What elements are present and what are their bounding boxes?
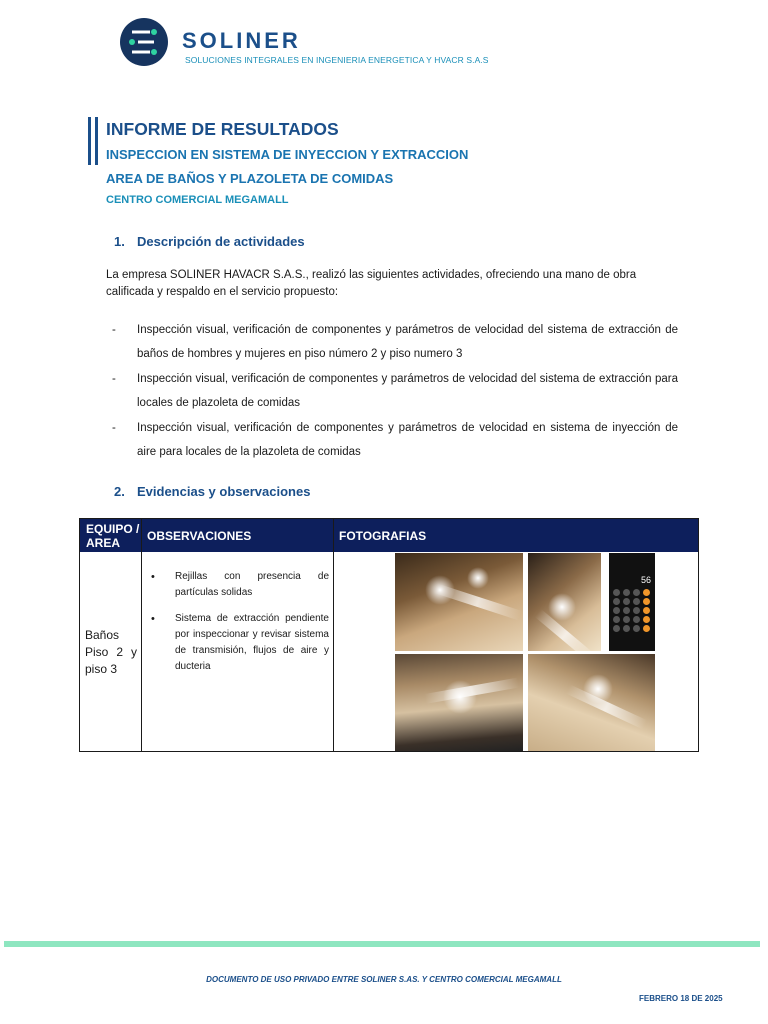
title-accent-bar xyxy=(95,117,98,165)
footer-note: DOCUMENTO DE USO PRIVADO ENTRE SOLINER S.AS. Y CENTRO COMERCIAL MEGAMALL xyxy=(206,975,562,984)
activity-list xyxy=(106,318,678,465)
activity-item xyxy=(106,367,678,415)
photo-ceiling-lights xyxy=(528,654,655,751)
photo-calculator-reading xyxy=(609,553,655,651)
report-client: CENTRO COMERCIAL MEGAMALL xyxy=(106,194,289,206)
observation-text: Sistema de extracción pendiente por inspeccionar y revisar sistema de transmisión, flujos de aire y ducteria xyxy=(175,613,329,672)
table-header-cell: FOTOGRAFIAS xyxy=(339,528,427,543)
observation-list xyxy=(147,569,329,685)
observation-text: Rejillas con presencia de partículas solidas xyxy=(175,571,329,598)
table-cell-area: Baños Piso 2 y piso 3 xyxy=(85,628,137,676)
title-accent-bar xyxy=(88,117,91,165)
section-number: 2. xyxy=(114,484,125,499)
activity-item xyxy=(106,416,678,464)
bullet-marker: - xyxy=(112,373,116,385)
observation-item xyxy=(147,611,329,675)
calculator-keypad xyxy=(613,589,651,632)
bullet-marker: • xyxy=(151,571,155,583)
footer-date: FEBRERO 18 DE 2025 xyxy=(639,994,723,1003)
table-header-cell: EQUIPO / AREA xyxy=(86,521,140,550)
activity-text: Inspección visual, verificación de componentes y parámetros de velocidad del sistema de extracción de baños de hombres y mujeres en piso número 2 y piso numero 3 xyxy=(137,324,678,360)
section-heading: Descripción de actividades xyxy=(137,234,305,249)
photo-bathroom-interior xyxy=(395,654,523,751)
activity-item xyxy=(106,318,678,366)
table-divider xyxy=(141,519,142,751)
brand-tagline: SOLUCIONES INTEGRALES EN INGENIERIA ENERGETICA Y HVACR S.A.S xyxy=(185,55,489,65)
calculator-display: 56 xyxy=(640,575,651,585)
photo-bathroom-ceiling xyxy=(395,553,523,651)
photo-ceiling-grille xyxy=(528,553,601,651)
table-divider xyxy=(333,519,334,751)
report-title: INFORME DE RESULTADOS xyxy=(106,119,339,139)
bullet-marker: • xyxy=(151,613,155,625)
soliner-logo-icon xyxy=(118,14,170,70)
report-subtitle: AREA DE BAÑOS Y PLAZOLETA DE COMIDAS xyxy=(106,171,394,186)
activity-text: Inspección visual, verificación de componentes y parámetros de velocidad del sistema de extracción para locales de plazoleta de comidas xyxy=(137,373,678,409)
footer-divider xyxy=(4,941,760,947)
activity-text: Inspección visual, verificación de componentes y parámetros de velocidad en sistema de inyección de aire para locales de la plazoleta de comidas xyxy=(137,422,678,458)
table-header-row xyxy=(80,519,698,552)
evidence-table xyxy=(79,518,699,752)
section-number: 1. xyxy=(114,234,125,249)
section-heading: Evidencias y observaciones xyxy=(137,484,311,499)
brand-name: SOLINER xyxy=(182,28,301,53)
observation-item xyxy=(147,569,329,601)
intro-paragraph: La empresa SOLINER HAVACR S.A.S., realizó las siguientes actividades, ofreciendo una mano de obra calificada y respaldo en el servicio propuesto: xyxy=(106,269,637,298)
table-header-cell: OBSERVACIONES xyxy=(147,528,252,543)
report-subtitle: INSPECCION EN SISTEMA DE INYECCION Y EXTRACCION xyxy=(106,147,469,162)
bullet-marker: - xyxy=(112,324,116,336)
bullet-marker: - xyxy=(112,422,116,434)
